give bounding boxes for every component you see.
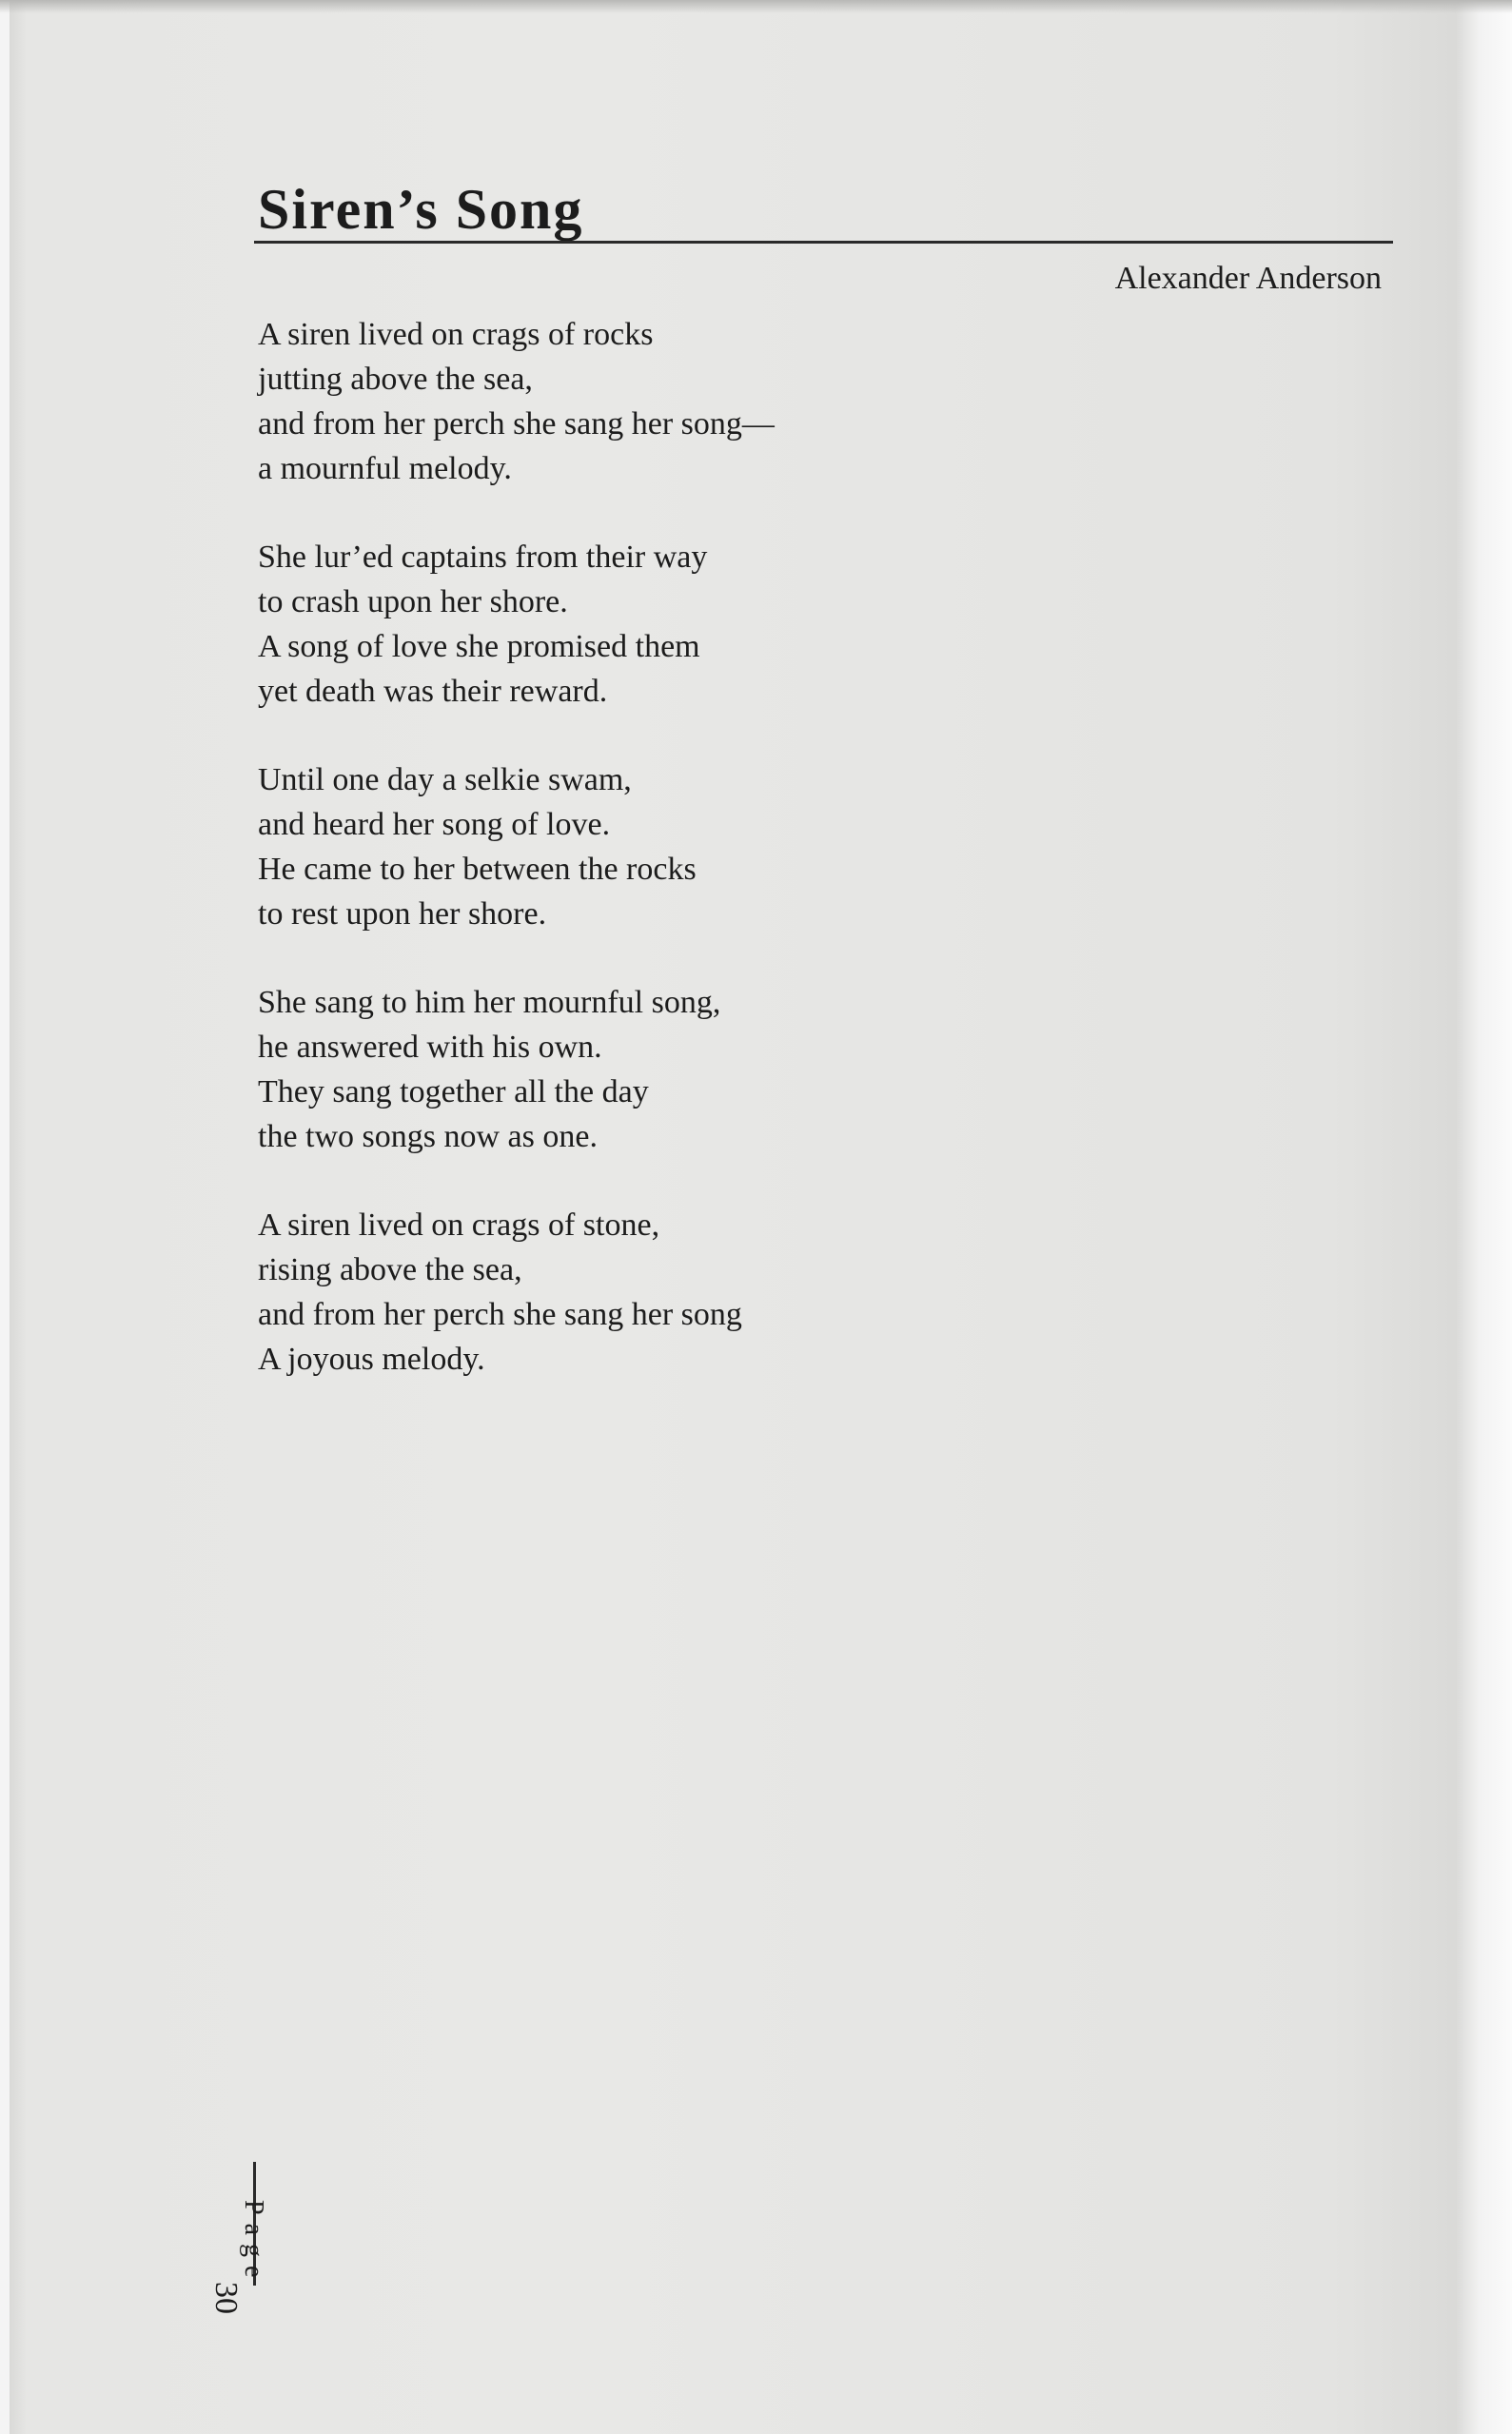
poem-line: rising above the sea, <box>258 1252 522 1287</box>
poem-line: to crash upon her shore. <box>258 584 568 619</box>
poem-line: and from her perch she sang her song— <box>258 406 775 442</box>
poem-line: and heard her song of love. <box>258 807 611 842</box>
poem-line: he answered with his own. <box>258 1030 602 1065</box>
poem-line: yet death was their reward. <box>258 674 608 709</box>
poem-line: Until one day a selkie swam, <box>258 762 632 797</box>
poem-line: She sang to him her mournful song, <box>258 985 721 1020</box>
poem-line: A joyous melody. <box>258 1342 485 1377</box>
stanza <box>258 757 1209 936</box>
poem-line: and from her perch she sang her song <box>258 1297 742 1332</box>
page-edge <box>0 0 10 2434</box>
poem-line: They sang together all the day <box>258 1074 649 1109</box>
page-label: Page <box>239 2200 268 2287</box>
stanza <box>258 535 1209 714</box>
stanza <box>258 312 1209 491</box>
poem-title: Siren’s Song <box>258 178 584 241</box>
poem-line: He came to her between the rocks <box>258 852 697 887</box>
poem-line: A song of love she promised them <box>258 629 700 664</box>
page-number: 30 <box>208 2282 244 2314</box>
poem-line: jutting above the sea, <box>258 362 533 397</box>
poem-author: Alexander Anderson <box>1114 261 1382 296</box>
poem-body <box>258 312 1209 1425</box>
poem-line: She lur’ed captains from their way <box>258 540 708 575</box>
title-rule <box>254 241 1393 244</box>
poem-line: a mournful melody. <box>258 451 512 486</box>
poem-line: A siren lived on crags of stone, <box>258 1207 660 1243</box>
stanza <box>258 980 1209 1159</box>
scan-shadow <box>0 0 1512 13</box>
poem-line: A siren lived on crags of rocks <box>258 317 654 352</box>
poem-line: to rest upon her shore. <box>258 896 547 932</box>
stanza <box>258 1203 1209 1382</box>
poem-line: the two songs now as one. <box>258 1119 598 1154</box>
